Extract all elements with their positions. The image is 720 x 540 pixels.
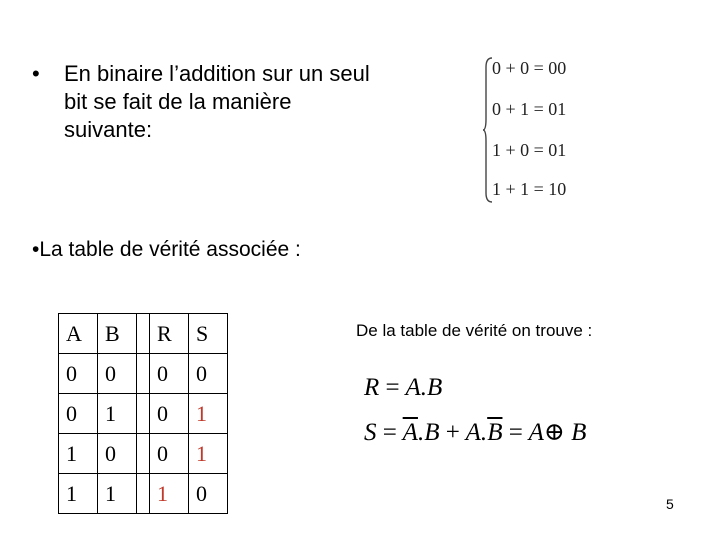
bullet-addition-text: En binaire l’addition sur un seul bit se fait de la manière suivante: bbox=[64, 61, 370, 142]
cell-b: 1 bbox=[98, 474, 137, 514]
equation-0-plus-0: 0 + 0 = 00 bbox=[492, 58, 567, 78]
cell-a: 1 bbox=[59, 434, 98, 474]
cell-spacer bbox=[137, 474, 150, 514]
xor-icon: ⊕ bbox=[543, 419, 565, 446]
equals-sign: = bbox=[385, 374, 400, 401]
cell-s: 1 bbox=[189, 434, 228, 474]
truth-table bbox=[58, 313, 228, 514]
formula-r bbox=[364, 373, 442, 403]
formula-r-lhs: R bbox=[364, 374, 380, 401]
table-row bbox=[59, 474, 228, 514]
cell-r: 0 bbox=[150, 434, 189, 474]
term1-rest: .B bbox=[417, 419, 440, 446]
cell-a: 0 bbox=[59, 354, 98, 394]
header-r: R bbox=[150, 314, 189, 354]
formula-s bbox=[364, 418, 586, 448]
table-header-row bbox=[59, 314, 228, 354]
formula-r-rhs: A.B bbox=[405, 374, 443, 401]
cell-r: 1 bbox=[150, 474, 189, 514]
table-row bbox=[59, 354, 228, 394]
plus-sign: + bbox=[445, 419, 460, 446]
xor-b: B bbox=[571, 419, 587, 446]
table-row bbox=[59, 434, 228, 474]
equals-sign-2: = bbox=[508, 419, 523, 446]
page-number: 5 bbox=[666, 496, 674, 512]
cell-spacer bbox=[137, 354, 150, 394]
cell-b: 0 bbox=[98, 434, 137, 474]
binary-addition-equations bbox=[482, 55, 592, 205]
header-a: A bbox=[59, 314, 98, 354]
cell-s: 0 bbox=[189, 354, 228, 394]
cell-b: 1 bbox=[98, 394, 137, 434]
cell-a: 1 bbox=[59, 474, 98, 514]
equation-1-plus-0: 1 + 0 = 01 bbox=[492, 140, 567, 160]
cell-r: 0 bbox=[150, 394, 189, 434]
conclusion-text: De la table de vérité on trouve : bbox=[356, 321, 593, 340]
cell-s: 1 bbox=[189, 394, 228, 434]
term2-a: A. bbox=[465, 419, 488, 446]
a-bar: $\overline{A}$ bbox=[402, 419, 418, 446]
cell-r: 0 bbox=[150, 354, 189, 394]
cell-s: 0 bbox=[189, 474, 228, 514]
equation-0-plus-1: 0 + 1 = 01 bbox=[492, 99, 567, 119]
equals-sign: = bbox=[382, 419, 397, 446]
b-bar: $\overline{B}$ bbox=[487, 419, 503, 446]
bullet-marker: • bbox=[32, 61, 40, 86]
bullet-addition bbox=[32, 60, 377, 144]
xor-a: A bbox=[528, 419, 544, 446]
header-spacer bbox=[137, 314, 150, 354]
header-s: S bbox=[189, 314, 228, 354]
cell-spacer bbox=[137, 434, 150, 474]
cell-spacer bbox=[137, 394, 150, 434]
bullet-truth-table: •La table de vérité associée : bbox=[32, 238, 301, 261]
table-row bbox=[59, 394, 228, 434]
equation-1-plus-1: 1 + 1 = 10 bbox=[492, 179, 567, 199]
header-b: B bbox=[98, 314, 137, 354]
cell-a: 0 bbox=[59, 394, 98, 434]
formula-s-lhs: S bbox=[364, 419, 377, 446]
cell-b: 0 bbox=[98, 354, 137, 394]
